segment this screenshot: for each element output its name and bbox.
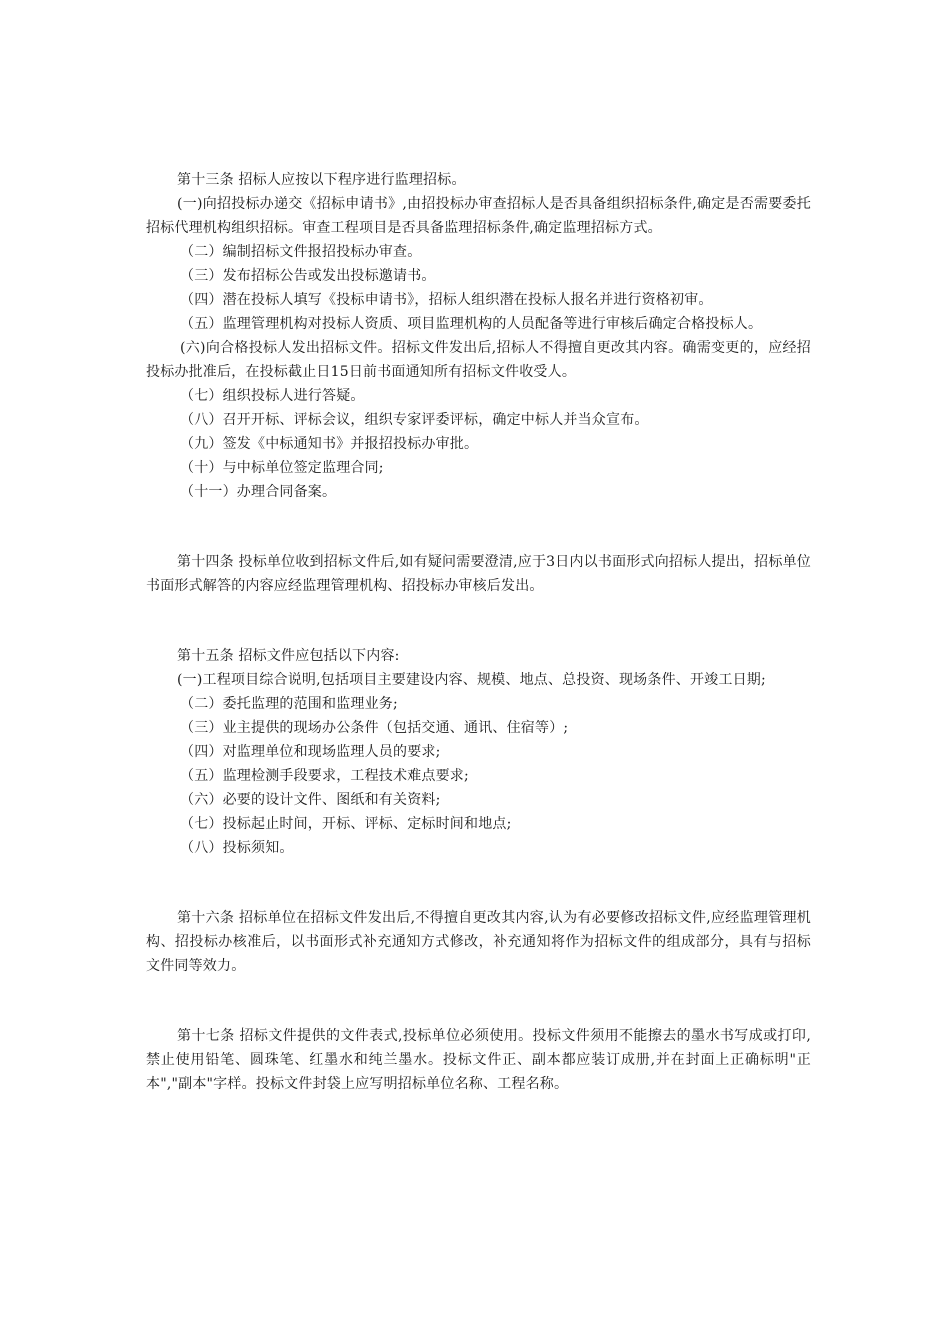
article-16-text: 第十六条 招标单位在招标文件发出后,不得擅自更改其内容,认为有必要修改招标文件,应经监理管理机构、招投标办核准后，以书面形式补充通知方式修改，补充通知将作为招标文件的组成部分，具有与招标文件同等效力。 xyxy=(146,910,811,974)
article-13-item-2: （二）编制招标文件报招投标办审查。 xyxy=(180,244,422,260)
article-15-heading: 第十五条 招标文件应包括以下内容: xyxy=(177,648,400,664)
article-13-item-9: （九）签发《中标通知书》并报招投标办审批。 xyxy=(180,436,479,452)
article-15-item-4: （四）对监理单位和现场监理人员的要求; xyxy=(180,744,441,760)
article-13 xyxy=(146,168,811,504)
article-13-item-11: （十一）办理合同备案。 xyxy=(180,484,337,500)
article-14 xyxy=(146,550,811,598)
article-16 xyxy=(146,906,811,978)
article-13-item-5: （五）监理管理机构对投标人资质、项目监理机构的人员配备等进行审核后确定合格投标人。 xyxy=(180,316,763,332)
article-17-text: 第十七条 招标文件提供的文件表式,投标单位必须使用。投标文件须用不能擦去的墨水书写成或打印,禁止使用铅笔、圆珠笔、红墨水和纯兰墨水。投标文件正、副本都应装订成册,并在封面上正确标明"正本","副本"字样。投标文件封袋上应写明招标单位名称、工程名称。 xyxy=(146,1028,811,1092)
article-13-item-10: （十）与中标单位签定监理合同; xyxy=(180,460,384,476)
article-13-item-3: （三）发布招标公告或发出投标邀请书。 xyxy=(180,268,436,284)
article-15-item-3: （三）业主提供的现场办公条件（包括交通、通讯、住宿等）; xyxy=(180,720,569,736)
article-13-item-1: (一)向招投标办递交《招标申请书》,由招投标办审查招标人是否具备组织招标条件,确定是否需要委托招标代理机构组织招标。审查工程项目是否具备监理招标条件,确定监理招标方式。 xyxy=(146,196,811,236)
article-13-heading: 第十三条 招标人应按以下程序进行监理招标。 xyxy=(177,172,466,188)
article-15 xyxy=(146,644,811,860)
article-13-item-6: (六)向合格投标人发出招标文件。招标文件发出后,招标人不得擅自更改其内容。确需变更的，应经招投标办批准后，在投标截止日15日前书面通知所有招标文件收受人。 xyxy=(146,340,811,380)
article-13-item-4: （四）潜在投标人填写《投标申请书》，招标人组织潜在投标人报名并进行资格初审。 xyxy=(180,292,713,308)
article-15-item-2: （二）委托监理的范围和监理业务; xyxy=(180,696,398,712)
article-13-item-8: （八）召开开标、评标会议，组织专家评委评标，确定中标人并当众宣布。 xyxy=(180,412,649,428)
article-17 xyxy=(146,1024,811,1096)
article-15-item-5: （五）监理检测手段要求，工程技术难点要求; xyxy=(180,768,469,784)
article-13-item-7: （七）组织投标人进行答疑。 xyxy=(180,388,365,404)
article-14-text: 第十四条 投标单位收到招标文件后,如有疑问需要澄清,应于3日内以书面形式向招标人提出，招标单位书面形式解答的内容应经监理管理机构、招投标办审核后发出。 xyxy=(146,554,811,594)
article-15-item-7: （七）投标起止时间，开标、评标、定标时间和地点; xyxy=(180,816,512,832)
document-page xyxy=(146,168,811,1096)
article-15-item-6: （六）必要的设计文件、图纸和有关资料; xyxy=(180,792,441,808)
article-15-item-1: (一)工程项目综合说明,包括项目主要建设内容、规模、地点、总投资、现场条件、开竣工日期; xyxy=(177,672,766,688)
article-15-item-8: （八）投标须知。 xyxy=(180,840,294,856)
